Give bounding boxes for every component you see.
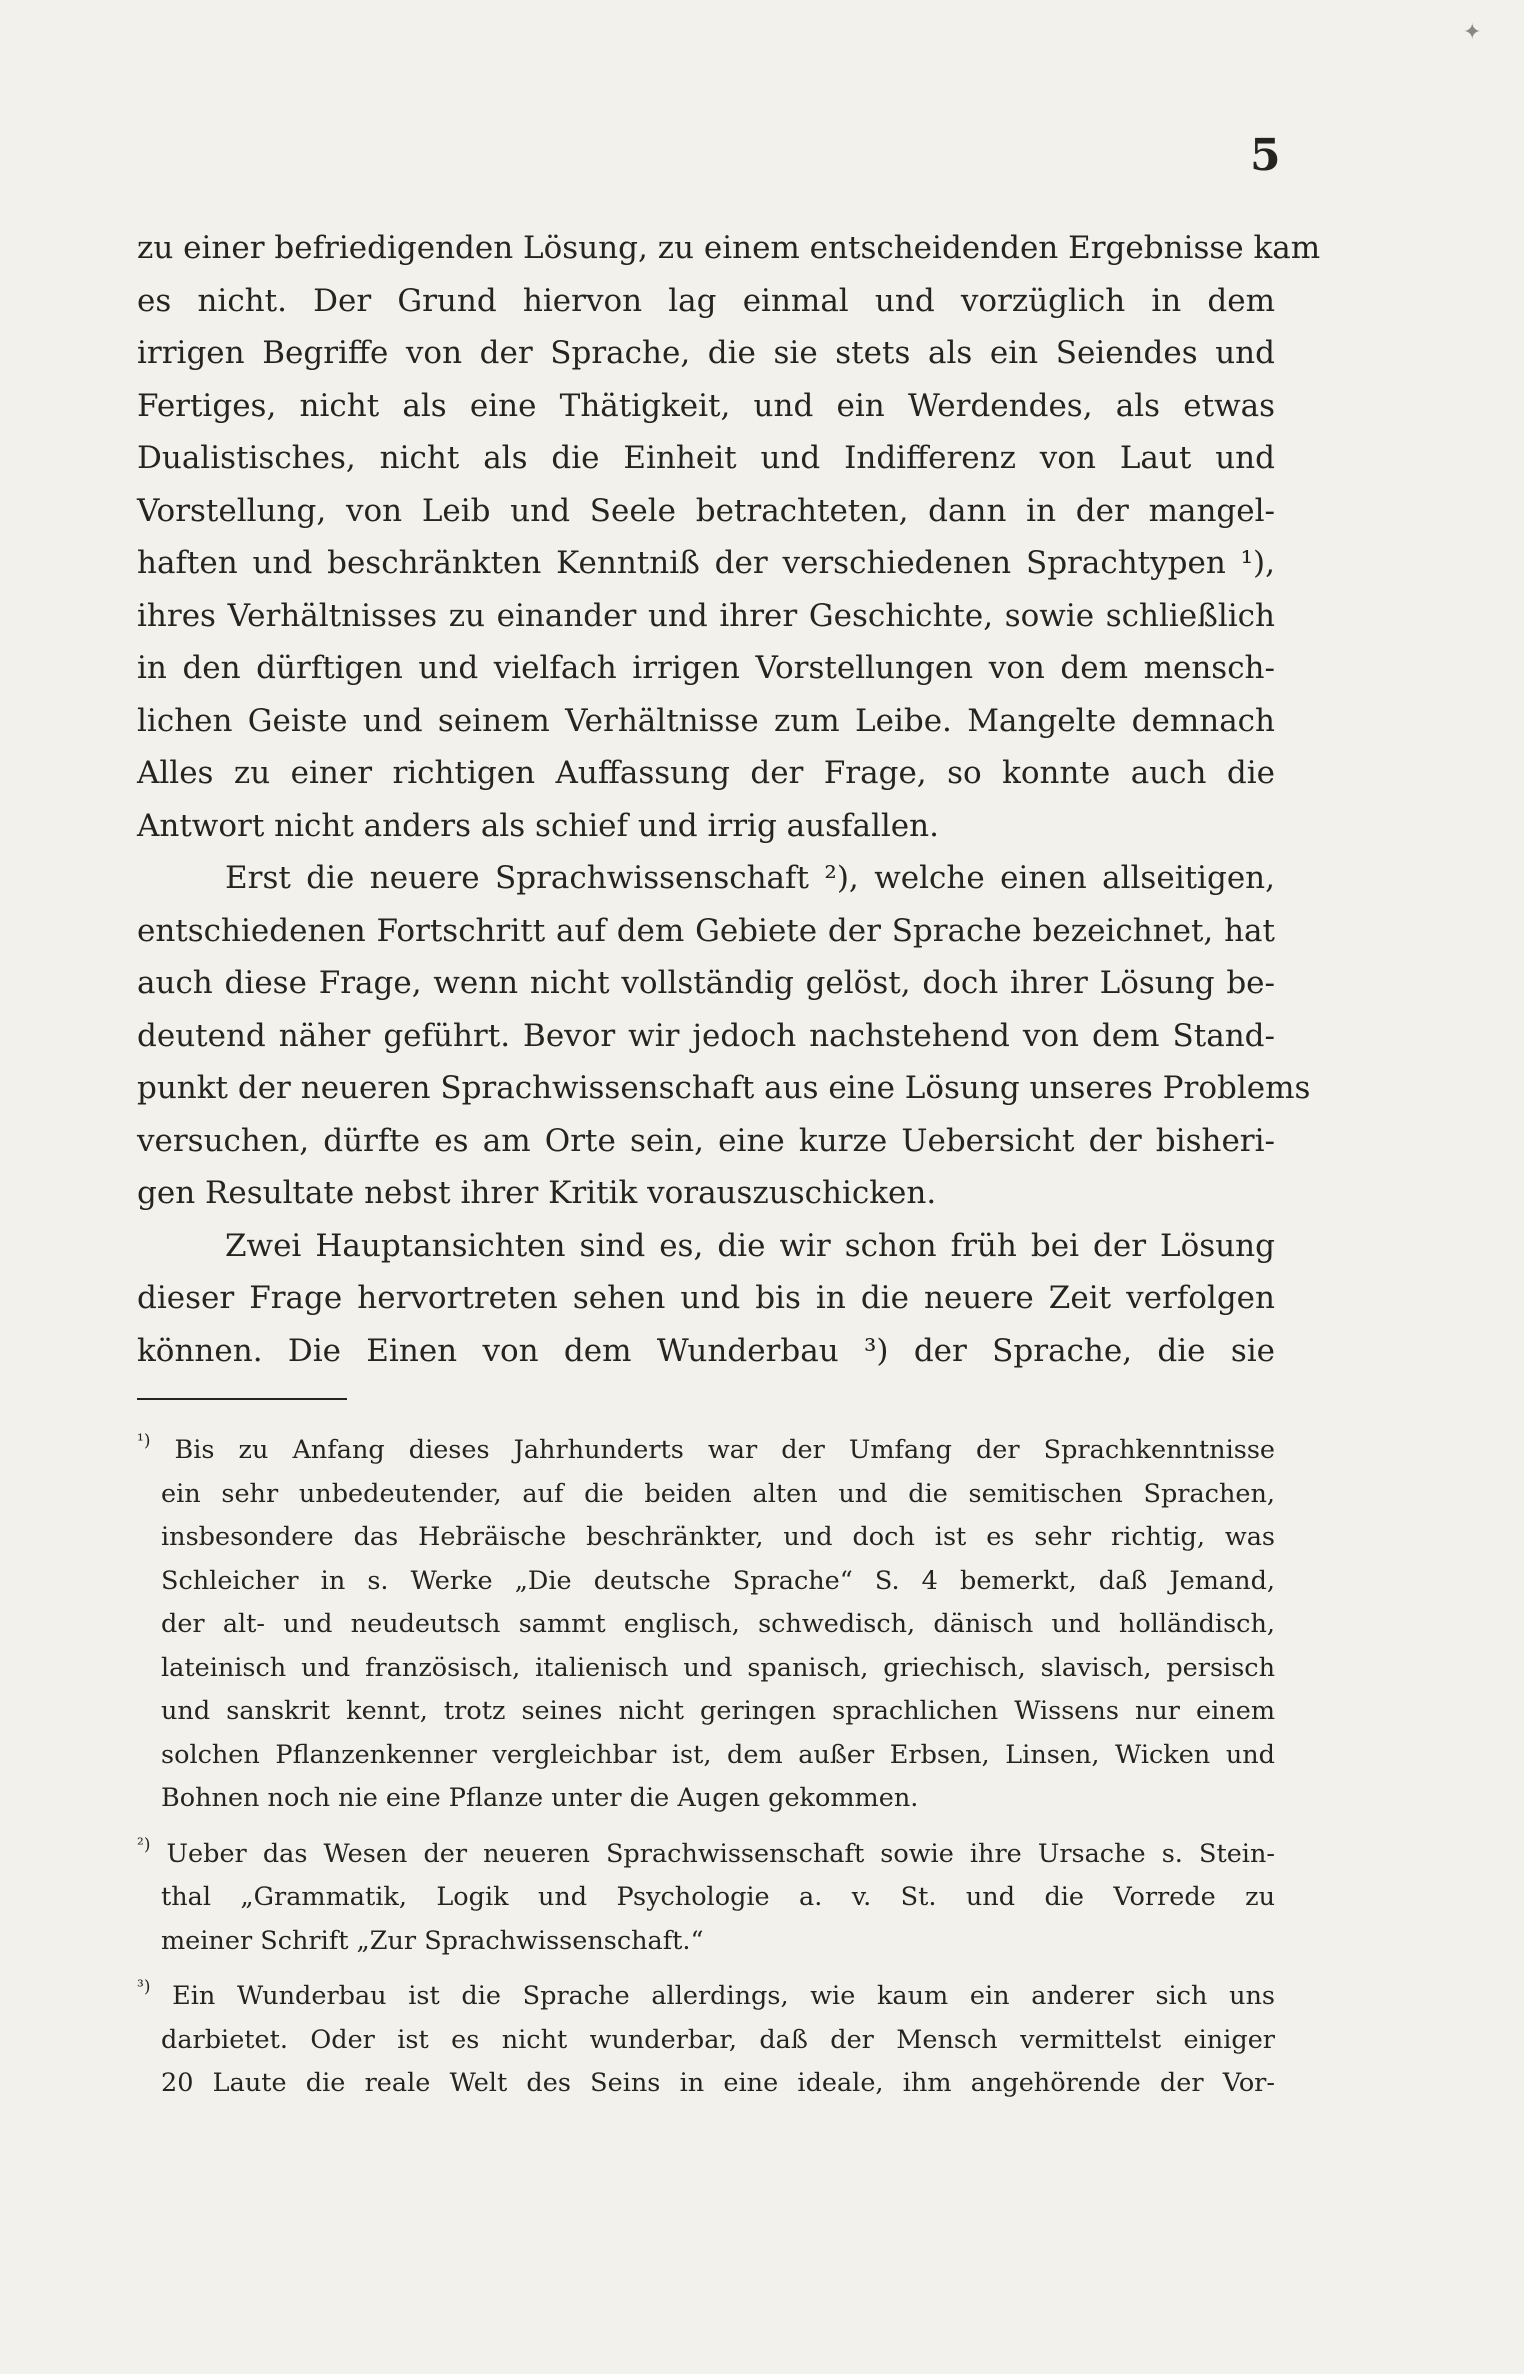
footnote-line: ein sehr unbedeutender, auf die beiden alten und die semitischen Sprachen, [161,1478,1275,1509]
footnote-line: insbesondere das Hebräische beschränkter, und doch ist es sehr richtig, was [161,1522,1275,1552]
text-line: irrigen Begriffe von der Sprache, die sie stets als ein Seiendes und [137,335,1275,371]
text-line: Fertiges, nicht als eine Thätigkeit, und ein Werdendes, als etwas [137,387,1275,424]
paragraph [137,222,1321,852]
text-line: entschiedenen Fortschritt auf dem Gebiete der Sprache bezeichnet, hat [137,912,1275,949]
footnote-marker: ¹) [137,1431,151,1451]
footnote-line [137,1966,1275,2019]
text-line: ihres Verhältnisses zu einander und ihrer Geschichte, sowie schließlich [137,597,1275,634]
text-line: lichen Geiste und seinem Verhältnisse zum Leibe. Mangelte demnach [137,702,1275,739]
text-line: Antwort nicht anders als schief und irrig ausfallen. [137,807,939,844]
footnote-marker: ³) [137,1977,151,1997]
text-line: versuchen, dürfte es am Orte sein, eine kurze Uebersicht der bisheri- [137,1122,1275,1159]
text-line: Erst die neuere Sprachwissenschaft ²), welche einen allseitigen, [225,860,1275,896]
footnote-marker: ²) [137,1834,151,1855]
text-line: zu einer befriedigenden Lösung, zu einem entscheidenden Ergebnisse kam [137,230,1321,266]
page-number: 5 [1250,130,1281,181]
footnote-line [137,1420,1275,1473]
footnote-2 [137,1824,1275,1964]
footnote-line: Bohnen noch nie eine Pflanze unter die Augen gekommen. [161,1783,919,1813]
footnote-text: Bis zu Anfang dieses Jahrhunderts war der Umfang der Sprachkenntnisse [174,1435,1275,1465]
footnote-line: 20 Laute die reale Welt des Seins in eine ideale, ihm angehörende der Vor- [161,2068,1275,2098]
edge-speck: ✦ [1463,20,1482,45]
text-line: auch diese Frage, wenn nicht vollständig gelöst, doch ihrer Lösung be- [137,965,1275,1001]
footnote-1 [137,1420,1275,1821]
text-line: punkt der neueren Sprachwissenschaft aus eine Lösung unseres Problems [137,1070,1311,1106]
text-line: es nicht. Der Grund hiervon lag einmal und vorzüglich in dem [137,282,1275,319]
text-line: Vorstellung, von Leib und Seele betrachteten, dann in der mangel- [137,492,1275,529]
footnote-text: Ein Wunderbau ist die Sprache allerdings, wie kaum ein anderer sich uns [172,1981,1276,2011]
footnote-line: solchen Pflanzenkenner vergleichbar ist, dem außer Erbsen, Linsen, Wicken und [161,1739,1275,1770]
text-line: Alles zu einer richtigen Auffassung der Frage, so konnte auch die [137,755,1275,791]
footnote-text: Ueber das Wesen der neueren Sprachwissenschaft sowie ihre Ursache s. Stein- [166,1838,1275,1869]
footnote-line: Schleicher in s. Werke „Die deutsche Sprache“ S. 4 bemerkt, daß Jemand, [161,1565,1275,1596]
footnote-line: meiner Schrift „Zur Sprachwissenschaft.“ [161,1925,704,1956]
text-line: gen Resultate nebst ihrer Kritik vorauszuschicken. [137,1175,937,1211]
footnote-line: thal „Grammatik, Logik und Psychologie a. v. St. und die Vorrede zu [161,1882,1275,1912]
paragraph [137,852,1311,1220]
footnote-line: darbietet. Oder ist es nicht wunderbar, daß der Mensch vermittelst einiger [161,2024,1275,2055]
text-line: dieser Frage hervortreten sehen und bis in die neuere Zeit verfolgen [137,1280,1275,1316]
footnote-line: lateinisch und französisch, italienisch und spanisch, griechisch, slavisch, persisch [161,1652,1275,1683]
text-line: deutend näher geführt. Bevor wir jedoch nachstehend von dem Stand- [137,1017,1275,1054]
text-line: können. Die Einen von dem Wunderbau ³) der Sprache, die sie [137,1332,1275,1369]
text-line: Zwei Hauptansichten sind es, die wir schon früh bei der Lösung [225,1227,1275,1264]
footnote-separator [137,1398,347,1400]
footnotes [137,1420,1275,2109]
text-line: Dualistisches, nicht als die Einheit und Indifferenz von Laut und [137,440,1275,476]
footnote-line [137,1824,1275,1877]
footnote-3 [137,1966,1275,2106]
paragraph [137,1220,1275,1378]
main-text [137,222,1321,1377]
text-line: in den dürftigen und vielfach irrigen Vorstellungen von dem mensch- [137,650,1275,686]
text-line: haften und beschränkten Kenntniß der verschiedenen Sprachtypen ¹), [137,545,1275,581]
footnote-line: der alt- und neudeutsch sammt englisch, schwedisch, dänisch und holländisch, [161,1609,1275,1639]
footnote-line: und sanskrit kennt, trotz seines nicht geringen sprachlichen Wissens nur einem [161,1696,1275,1726]
